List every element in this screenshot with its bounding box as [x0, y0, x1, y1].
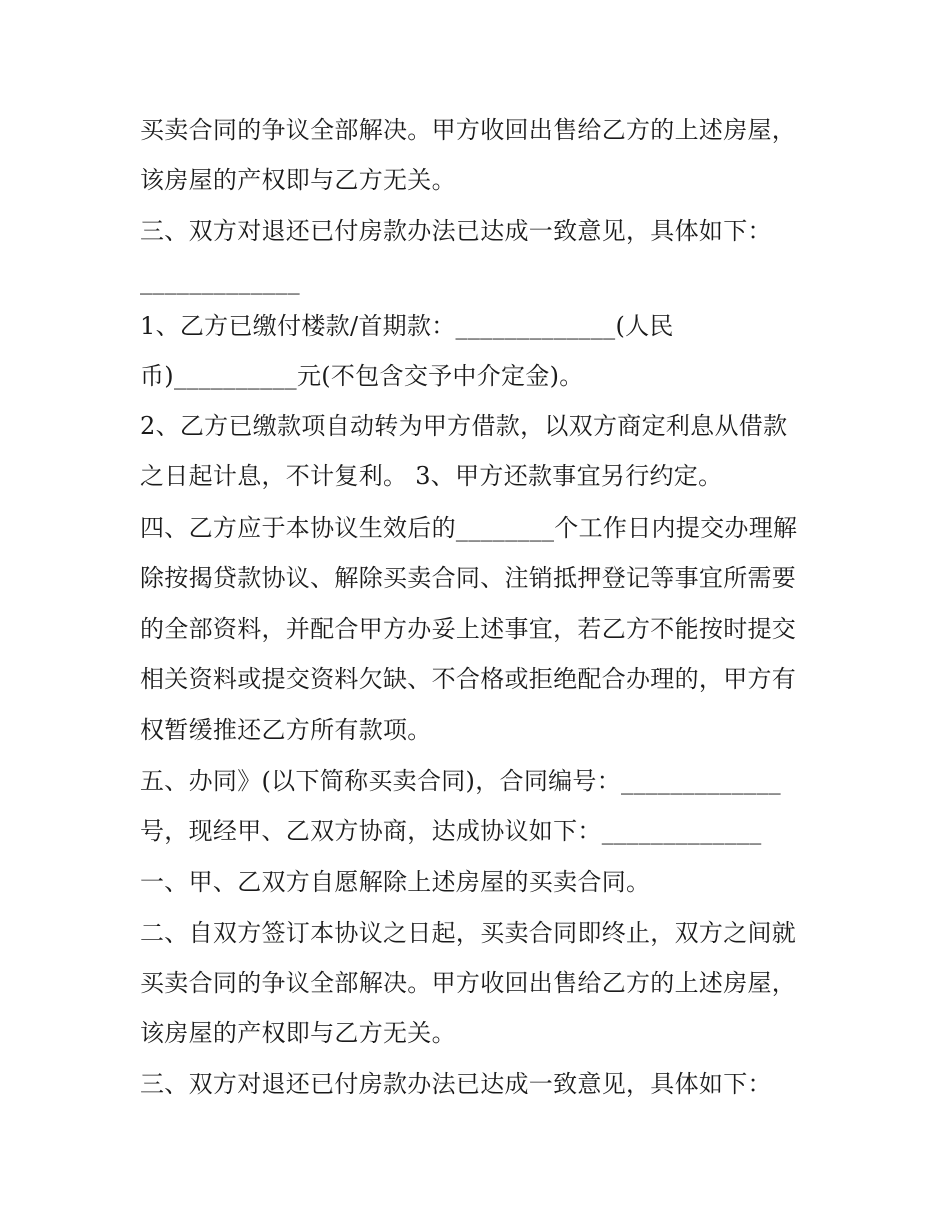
- text-line-content: 号，现经甲、乙双方协商，达成协议如下：_____________: [140, 817, 762, 845]
- text-line-content: 该房屋的产权即与乙方无关。: [140, 1019, 456, 1047]
- text-line-content: 2、乙方已缴款项自动转为甲方借款，以双方商定利息从借款: [140, 412, 788, 440]
- text-line-content: 的全部资料，并配合甲方办妥上述事宜，若乙方不能按时提交: [140, 615, 797, 643]
- text-line: [140, 456, 830, 496]
- text-line: [140, 261, 830, 301]
- text-line-content: 相关资料或提交资料欠缺、不合格或拒绝配合办理的，甲方有: [140, 665, 797, 693]
- text-line-content: 二、自双方签订本协议之日起，买卖合同即终止，双方之间就: [140, 919, 797, 947]
- text-line-content: 除按揭贷款协议、解除买卖合同、注销抵押登记等事宜所需要: [140, 564, 797, 592]
- text-line-content: 三、双方对退还已付房款办法已达成一致意见，具体如下：: [140, 1070, 772, 1098]
- text-line-content: 四、乙方应于本协议生效后的________个工作日内提交办理解: [140, 514, 798, 542]
- text-line: [140, 558, 830, 598]
- text-line: [140, 1064, 830, 1104]
- text-line: [140, 710, 830, 750]
- text-line: [140, 508, 830, 548]
- text-line: [140, 306, 830, 346]
- text-line-content: 该房屋的产权即与乙方无关。: [140, 166, 456, 194]
- text-line: [140, 211, 830, 251]
- text-line-content: _____________: [140, 267, 300, 295]
- text-line: [140, 609, 830, 649]
- text-line-content: 权暂缓推还乙方所有款项。: [140, 716, 432, 744]
- text-line: [140, 160, 830, 200]
- text-line: [140, 659, 830, 699]
- text-line: [140, 913, 830, 953]
- text-line-content: 买卖合同的争议全部解决。甲方收回出售给乙方的上述房屋，: [140, 116, 797, 144]
- text-line-content: 三、双方对退还已付房款办法已达成一致意见，具体如下：: [140, 217, 772, 245]
- text-line: [140, 761, 830, 801]
- text-line-content: 1、乙方已缴付楼款/首期款：_____________(人民: [140, 312, 674, 340]
- text-line: [140, 110, 830, 150]
- text-line: [140, 1013, 830, 1053]
- text-line: [140, 811, 830, 851]
- text-line-content: 之日起计息，不计复利。 3、甲方还款事宜另行约定。: [140, 462, 723, 490]
- text-line-content: 币)__________元(不包含交予中介定金)。: [140, 362, 584, 390]
- text-line-content: 五、办同》(以下简称买卖合同)，合同编号：_____________: [140, 767, 781, 795]
- text-line-content: 买卖合同的争议全部解决。甲方收回出售给乙方的上述房屋，: [140, 969, 797, 997]
- text-line: [140, 862, 830, 902]
- text-line: [140, 356, 830, 396]
- text-line: [140, 406, 830, 446]
- text-line-content: 一、甲、乙双方自愿解除上述房屋的买卖合同。: [140, 868, 651, 896]
- text-line: [140, 963, 830, 1003]
